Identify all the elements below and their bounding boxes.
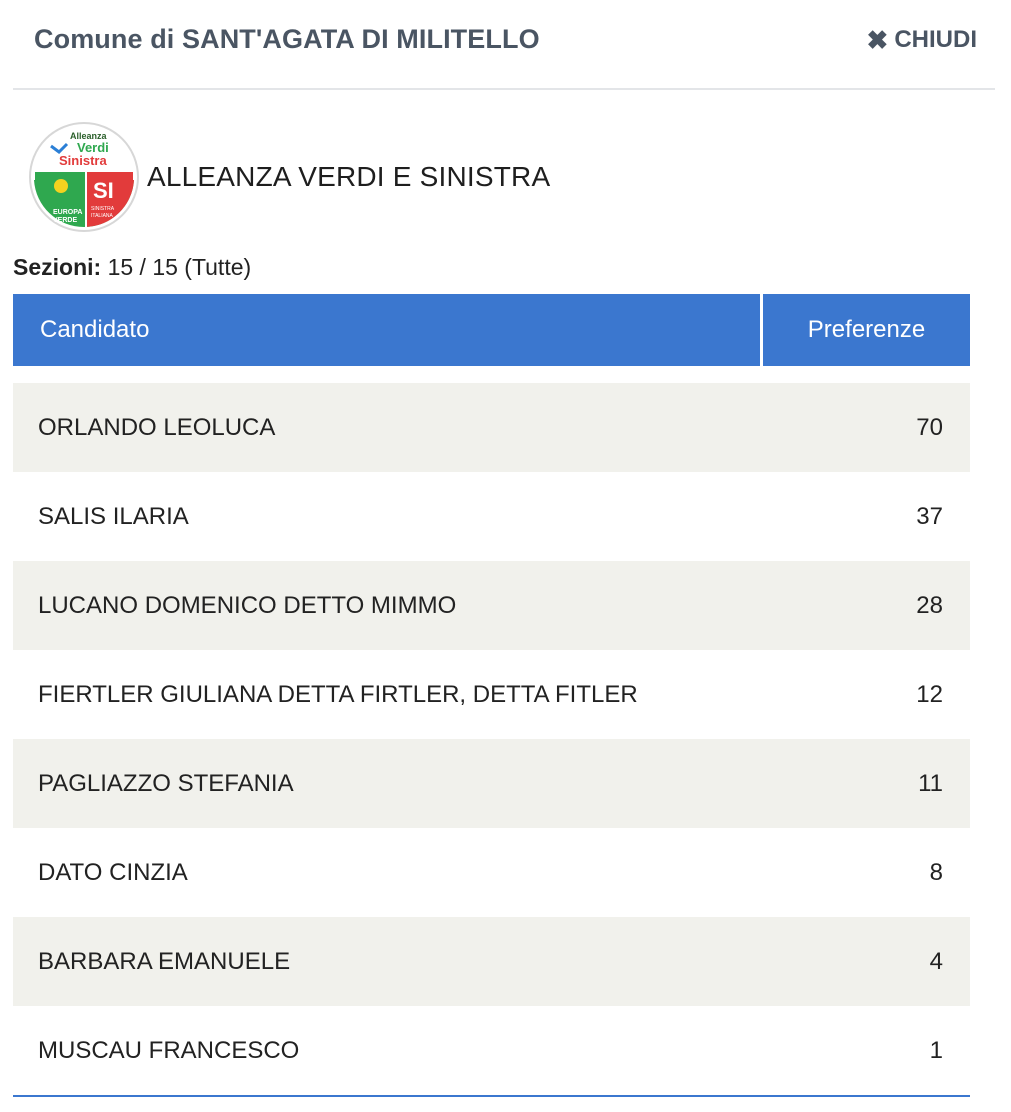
column-header-candidato[interactable]: Candidato [13,294,762,366]
table-row [13,1006,970,1095]
column-header-preferenze[interactable]: Preferenze [762,294,971,366]
table-row [13,383,970,472]
svg-text:Sinistra: Sinistra [59,153,107,168]
table-bottom-border [13,1095,970,1097]
table-row [13,472,970,561]
candidate-votes: 4 [762,917,971,1006]
candidate-votes: 11 [762,739,971,828]
svg-text:VERDE: VERDE [53,217,78,224]
svg-text:SI: SI [93,178,114,203]
candidate-name: MUSCAU FRANCESCO [38,1036,300,1064]
svg-text:ITALIANA: ITALIANA [91,213,113,219]
svg-text:Verdi: Verdi [77,140,109,155]
sections-value: 15 / 15 (Tutte) [107,254,252,280]
svg-text:Alleanza: Alleanza [70,131,107,141]
candidate-name: ORLANDO LEOLUCA [13,383,762,472]
avs-party-logo-icon [29,122,139,232]
candidate-name: SALIS ILARIA [38,502,189,530]
candidate-votes: 12 [916,680,943,708]
table-row [13,917,970,1006]
candidates-table [13,294,970,1095]
svg-text:SINISTRA: SINISTRA [91,206,115,212]
candidate-name: BARBARA EMANUELE [13,917,762,1006]
table-row [13,739,970,828]
candidate-name: DATO CINZIA [38,858,188,886]
party-name: ALLEANZA VERDI E SINISTRA [147,161,551,192]
table-row [13,561,970,650]
candidate-votes: 8 [929,858,943,886]
candidate-name: FIERTLER GIULIANA DETTA FIRTLER, DETTA FITLER [38,680,638,708]
modal-header [13,0,995,90]
modal-title: Comune di SANT'AGATA DI MILITELLO [34,24,540,54]
close-icon: ✖ [866,25,889,55]
candidate-name: PAGLIAZZO STEFANIA [13,739,762,828]
candidate-votes: 37 [916,502,943,530]
sections-info [13,254,251,281]
party-heading [29,122,550,232]
close-label: CHIUDI [894,26,977,53]
close-button[interactable] [867,26,977,54]
table-header-row [13,294,970,366]
table-spacer [13,366,970,383]
candidate-votes: 28 [762,561,971,650]
candidate-votes: 1 [929,1036,943,1064]
table-row [13,650,970,739]
candidate-name: LUCANO DOMENICO DETTO MIMMO [13,561,762,650]
table-row [13,828,970,917]
svg-text:EUROPA: EUROPA [53,209,83,216]
candidate-votes: 70 [762,383,971,472]
sections-label: Sezioni: [13,254,102,280]
